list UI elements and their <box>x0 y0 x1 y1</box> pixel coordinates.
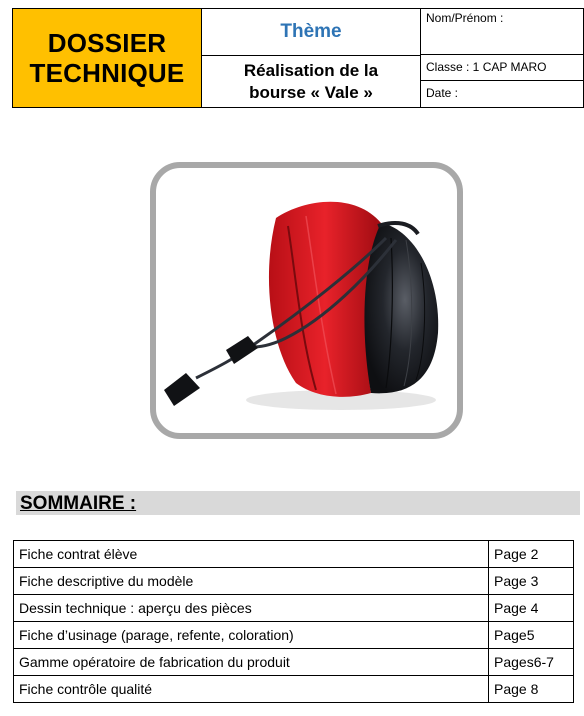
row-label: Dessin technique : aperçu des pièces <box>14 595 489 622</box>
student-info-block <box>421 9 583 107</box>
table-row <box>14 622 574 649</box>
date-field[interactable]: Date : <box>426 86 459 100</box>
row-label: Fiche contrôle qualité <box>14 676 489 703</box>
theme-block <box>202 9 421 107</box>
sommaire-title: SOMMAIRE : <box>20 493 137 514</box>
sommaire-table <box>13 540 574 703</box>
row-label: Fiche descriptive du modèle <box>14 568 489 595</box>
row-label: Gamme opératoire de fabrication du produit <box>14 649 489 676</box>
row-label: Fiche contrat élève <box>14 541 489 568</box>
classe-field[interactable]: Classe : 1 CAP MARO <box>421 55 583 81</box>
row-page: Page 3 <box>489 568 574 595</box>
row-page: Page 8 <box>489 676 574 703</box>
leather-pouch-image <box>156 168 457 433</box>
row-page: Page5 <box>489 622 574 649</box>
table-row <box>14 649 574 676</box>
product-photo <box>150 162 463 439</box>
row-page: Page 4 <box>489 595 574 622</box>
title-line-2: TECHNIQUE <box>29 58 185 88</box>
theme-value-line-1: Réalisation de la <box>243 60 379 80</box>
table-row <box>14 541 574 568</box>
dossier-title-block <box>13 9 202 107</box>
nom-prenom-field[interactable]: Nom/Prénom : <box>421 9 583 55</box>
row-label: Fiche d’usinage (parage, refente, coloration) <box>14 622 489 649</box>
table-row <box>14 568 574 595</box>
title-line-1: DOSSIER <box>47 28 167 58</box>
row-page: Pages6-7 <box>489 649 574 676</box>
table-row <box>14 676 574 703</box>
theme-label: Thème <box>202 9 420 56</box>
sommaire-header <box>16 491 580 515</box>
theme-value-line-2: bourse « Vale » <box>249 82 373 102</box>
document-header <box>12 8 584 108</box>
row-page: Page 2 <box>489 541 574 568</box>
table-row <box>14 595 574 622</box>
theme-value <box>202 56 420 107</box>
